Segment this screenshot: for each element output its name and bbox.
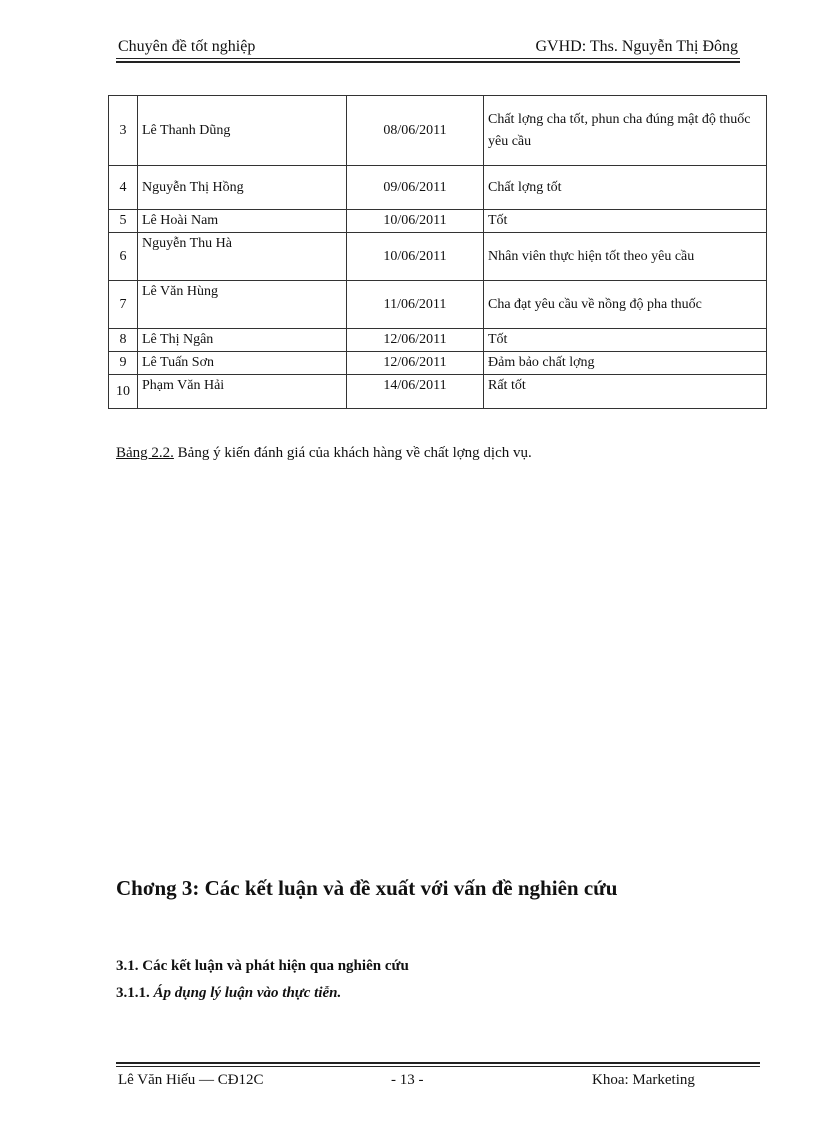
customer-comment: Đảm bảo chất lợng [484,352,767,375]
section-heading: 3.1. Các kết luận và phát hiện qua nghiên cứu [116,958,409,974]
footer-rule-thick [116,1062,760,1064]
table-row [109,329,767,352]
customer-comment: Tốt [484,329,767,352]
customer-name: Nguyễn Thu Hà [138,233,347,281]
row-number: 10 [109,375,138,409]
table-caption [116,445,532,462]
row-number: 7 [109,281,138,329]
feedback-table [108,95,767,409]
survey-date: 11/06/2011 [347,281,484,329]
footer-rule [116,1066,760,1067]
customer-name: Lê Thanh Dũng [138,96,347,166]
row-number: 5 [109,210,138,233]
footer-department: Khoa: Marketing [592,1072,695,1088]
customer-comment: Cha đạt yêu cầu về nồng độ pha thuốc [484,281,767,329]
subsection-title: Áp dụng lý luận vào thực tiễn. [153,985,342,1001]
table-row [109,352,767,375]
header-right: GVHD: Ths. Nguyễn Thị Đông [535,38,738,55]
survey-date: 09/06/2011 [347,166,484,210]
survey-date: 12/06/2011 [347,329,484,352]
subsection-number: 3.1.1. [116,985,150,1001]
customer-comment: Chất lợng cha tốt, phun cha đúng mật độ thuốc yêu cầu [484,96,767,166]
customer-comment: Tốt [484,210,767,233]
row-number: 8 [109,329,138,352]
page-footer [116,1062,760,1092]
chapter-title: Chơng 3: Các kết luận và đề xuất với vấn đề nghiên cứu [116,876,618,900]
header-left: Chuyên đề tốt nghiệp [118,38,256,55]
header-rule [116,58,740,59]
row-number: 9 [109,352,138,375]
customer-name: Phạm Văn Hải [138,375,347,409]
row-number: 6 [109,233,138,281]
table-row [109,96,767,166]
survey-date: 10/06/2011 [347,233,484,281]
customer-comment: Nhân viên thực hiện tốt theo yêu cầu [484,233,767,281]
page-header [116,36,740,62]
customer-comment: Rất tốt [484,375,767,409]
page-number: - 13 - [391,1072,424,1088]
customer-name: Lê Văn Hùng [138,281,347,329]
row-number: 3 [109,96,138,166]
customer-comment: Chất lợng tốt [484,166,767,210]
caption-text: Bảng ý kiến đánh giá của khách hàng về chất lợng dịch vụ. [173,445,532,461]
survey-date: 10/06/2011 [347,210,484,233]
survey-date: 08/06/2011 [347,96,484,166]
footer-author: Lê Văn Hiếu — CĐ12C [118,1072,264,1088]
customer-name: Lê Tuấn Sơn [138,352,347,375]
table-row [109,375,767,409]
caption-label: Bảng 2.2. [116,445,174,461]
customer-name: Lê Hoài Nam [138,210,347,233]
table-row [109,210,767,233]
customer-name: Lê Thị Ngân [138,329,347,352]
table-row [109,233,767,281]
table-row [109,166,767,210]
survey-date: 12/06/2011 [347,352,484,375]
header-rule-thick [116,61,740,63]
row-number: 4 [109,166,138,210]
customer-name: Nguyễn Thị Hồng [138,166,347,210]
survey-date: 14/06/2011 [347,375,484,409]
subsection-heading [116,985,341,1002]
table-row [109,281,767,329]
